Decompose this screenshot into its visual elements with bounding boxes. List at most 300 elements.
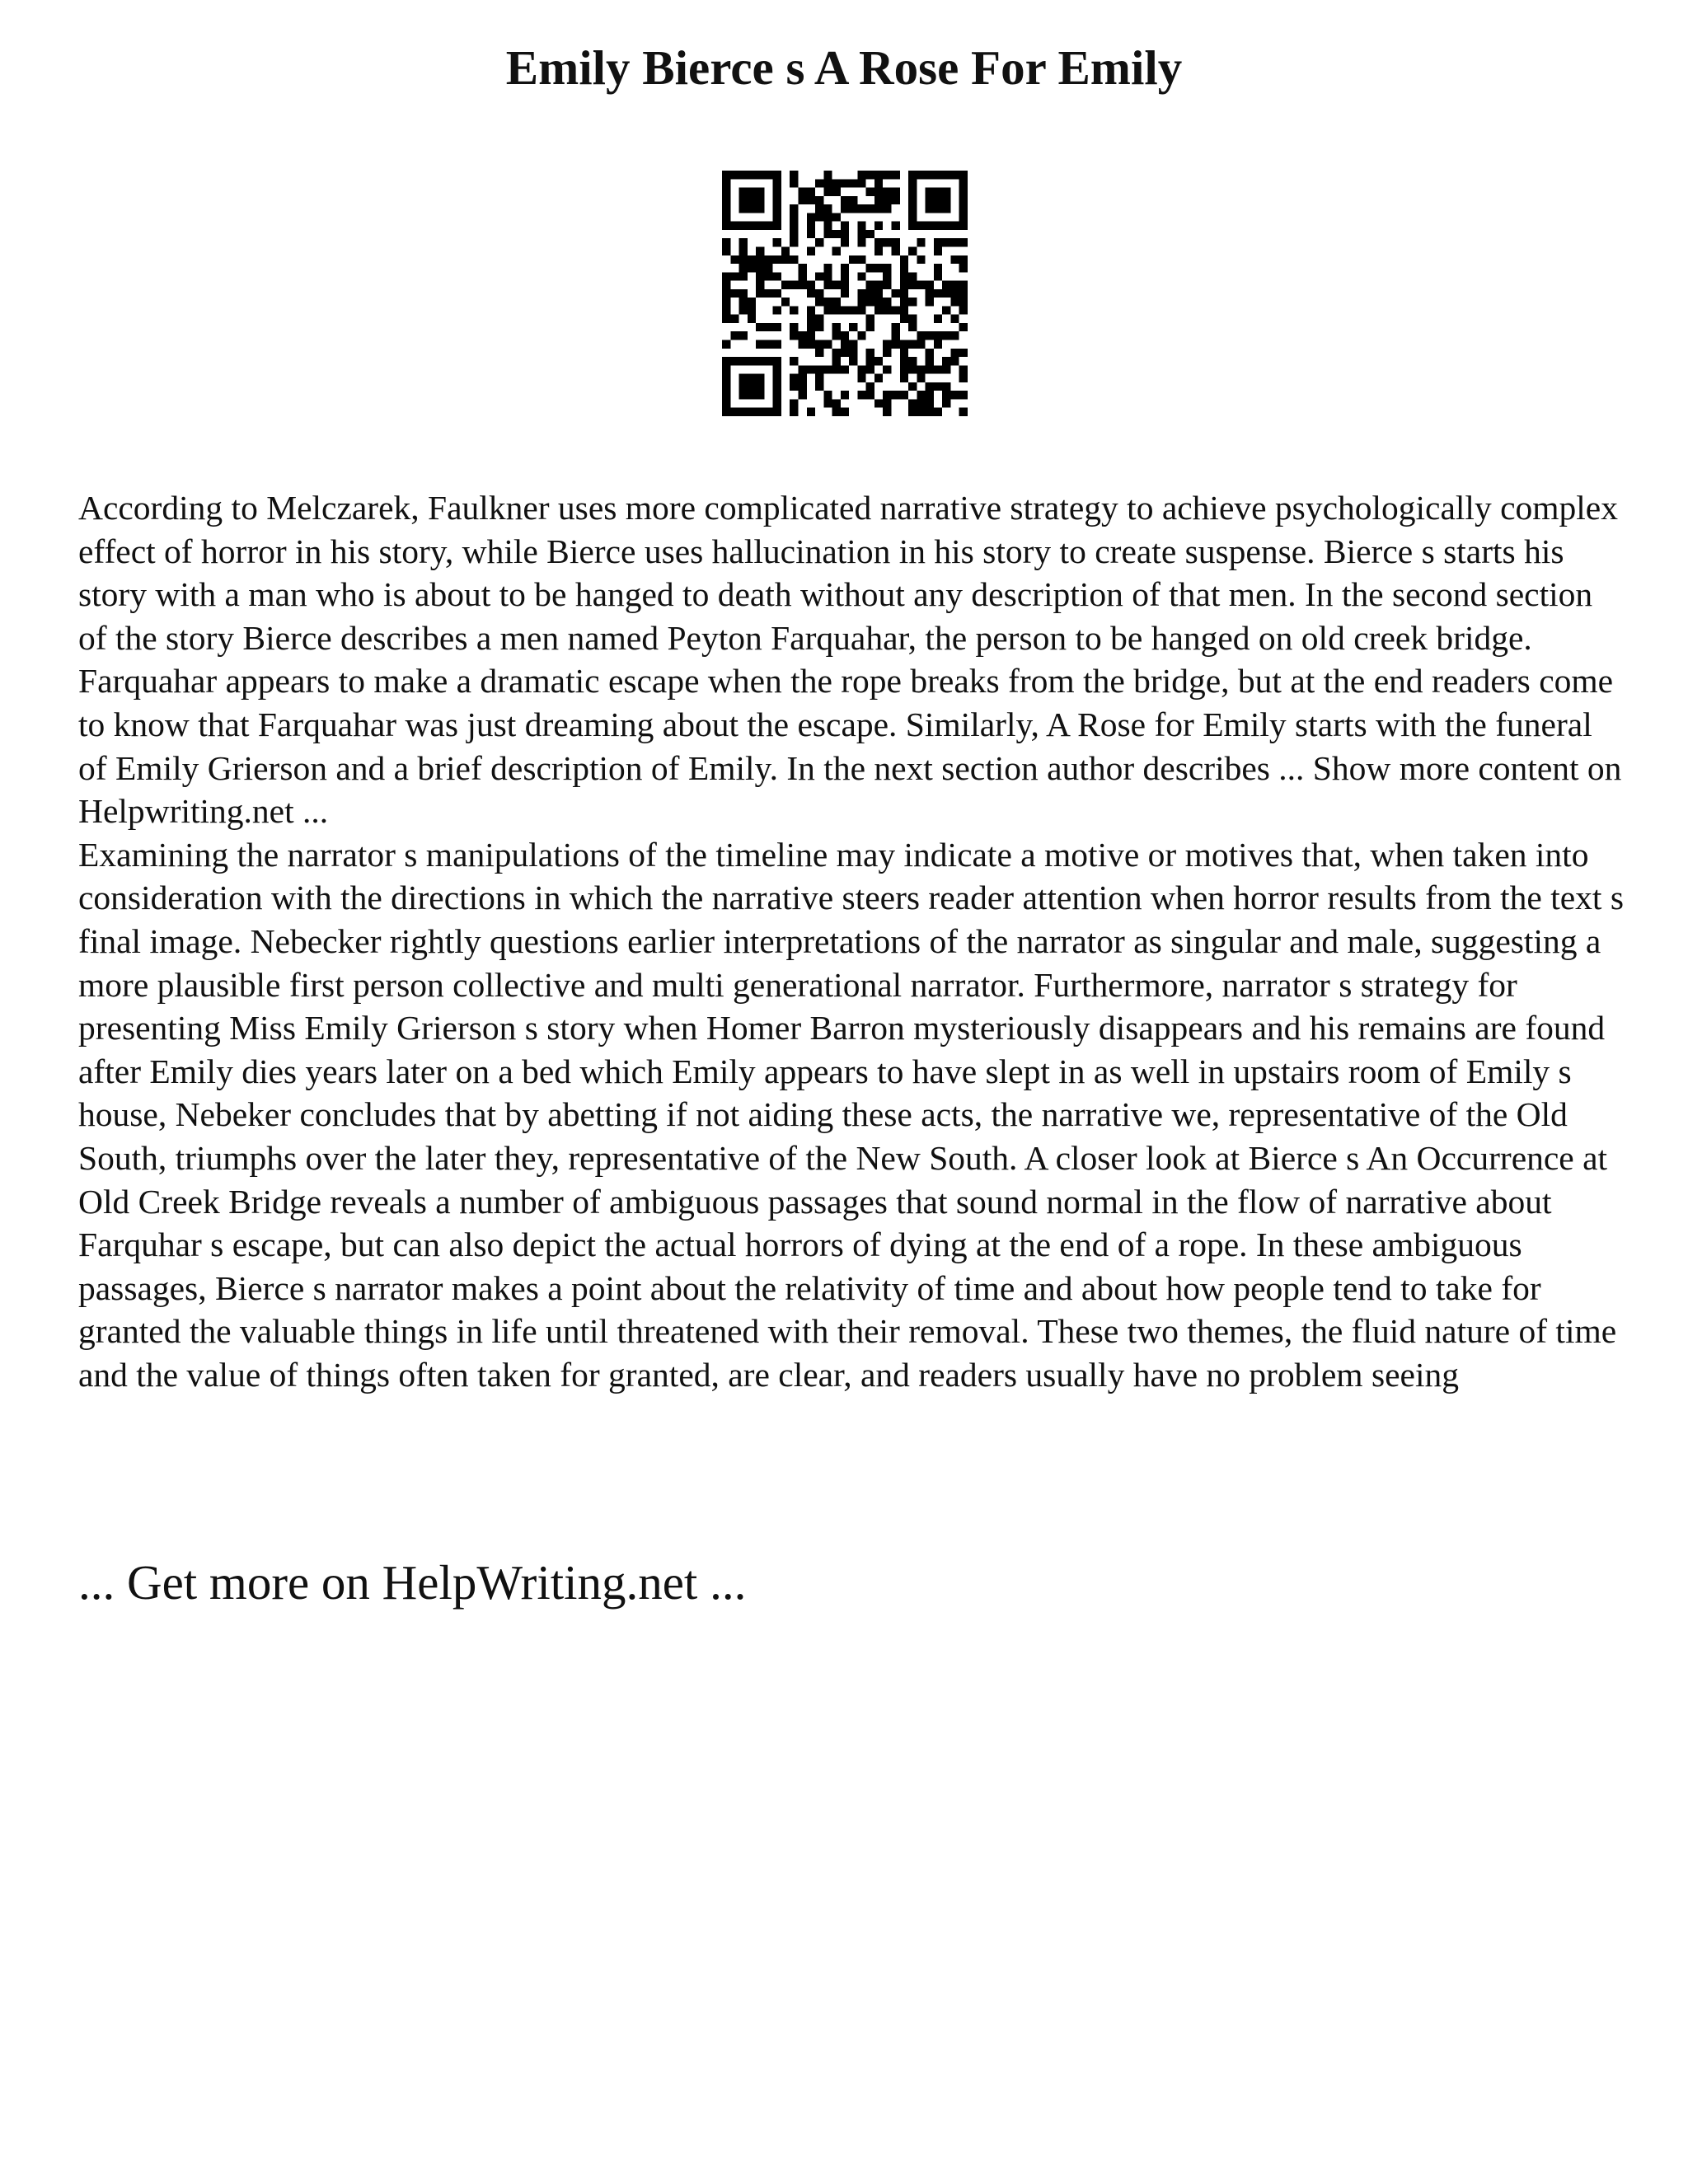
qr-module [790, 382, 798, 391]
qr-module [722, 222, 730, 230]
qr-module [823, 213, 832, 221]
qr-module [739, 188, 748, 196]
qr-module [841, 365, 849, 373]
qr-module [756, 255, 764, 264]
qr-module [730, 272, 738, 280]
qr-module [942, 306, 950, 314]
qr-module [959, 365, 968, 373]
qr-module [798, 340, 806, 349]
qr-module [950, 357, 959, 365]
qr-module [892, 331, 900, 340]
qr-module [866, 357, 874, 365]
qr-module [950, 298, 959, 306]
qr-module [908, 399, 917, 407]
qr-module [748, 196, 756, 204]
qr-module [815, 196, 823, 204]
qr-module [926, 399, 934, 407]
qr-module [748, 306, 756, 314]
qr-code-icon [722, 171, 968, 416]
qr-module [739, 264, 748, 272]
qr-module [739, 331, 748, 340]
qr-module [866, 315, 874, 323]
qr-module [756, 204, 764, 213]
qr-module [739, 374, 748, 382]
qr-module [748, 264, 756, 272]
qr-module [934, 365, 942, 373]
qr-module [730, 315, 738, 323]
qr-module [773, 222, 781, 230]
qr-module [874, 246, 883, 255]
qr-module [841, 179, 849, 187]
qr-module [926, 365, 934, 373]
qr-module [849, 255, 857, 264]
qr-module [849, 204, 857, 213]
qr-module [756, 357, 764, 365]
qr-module [857, 255, 865, 264]
qr-module [874, 264, 883, 272]
qr-module [959, 289, 968, 298]
qr-module [841, 272, 849, 280]
qr-module [832, 213, 841, 221]
qr-module [942, 357, 950, 365]
qr-module [739, 382, 748, 391]
qr-module [942, 331, 950, 340]
qr-module [917, 255, 925, 264]
qr-module [722, 272, 730, 280]
qr-module [773, 408, 781, 416]
qr-module [722, 399, 730, 407]
qr-module [908, 171, 917, 179]
qr-module [823, 188, 832, 196]
qr-module [748, 391, 756, 399]
qr-module [815, 382, 823, 391]
qr-module [739, 272, 748, 280]
qr-module [892, 340, 900, 349]
qr-module [908, 340, 917, 349]
qr-module [823, 272, 832, 280]
qr-module [857, 298, 865, 306]
qr-module [790, 255, 798, 264]
qr-module [739, 238, 748, 246]
qr-module [942, 289, 950, 298]
qr-module [756, 281, 764, 289]
qr-module [756, 264, 764, 272]
qr-module [722, 357, 730, 365]
qr-module [722, 246, 730, 255]
qr-module [807, 315, 815, 323]
qr-module [832, 399, 841, 407]
qr-module [739, 222, 748, 230]
qr-module [790, 323, 798, 331]
qr-module [823, 281, 832, 289]
qr-module [883, 272, 891, 280]
qr-module [900, 374, 908, 382]
qr-module [908, 382, 917, 391]
qr-module [841, 306, 849, 314]
qr-module [934, 264, 942, 272]
qr-module [756, 188, 764, 196]
qr-module [942, 222, 950, 230]
qr-module [900, 255, 908, 264]
qr-module [874, 399, 883, 407]
qr-module [950, 391, 959, 399]
qr-module [739, 255, 748, 264]
qr-module [959, 391, 968, 399]
qr-module [900, 391, 908, 399]
qr-module [790, 238, 798, 246]
qr-module [798, 331, 806, 340]
qr-module [748, 357, 756, 365]
qr-module [857, 204, 865, 213]
qr-module [807, 306, 815, 314]
qr-module [832, 365, 841, 373]
qr-module [934, 196, 942, 204]
qr-module [773, 196, 781, 204]
qr-module [841, 349, 849, 357]
get-more-link[interactable]: ... Get more on HelpWriting.net ... [78, 1555, 747, 1610]
qr-module [900, 289, 908, 298]
qr-module [849, 196, 857, 204]
qr-module [942, 399, 950, 407]
qr-module [883, 399, 891, 407]
qr-module [959, 179, 968, 187]
qr-module [866, 171, 874, 179]
qr-module [959, 374, 968, 382]
qr-module [849, 323, 857, 331]
qr-module [866, 382, 874, 391]
qr-module [917, 399, 925, 407]
qr-module [841, 222, 849, 230]
qr-module [790, 399, 798, 407]
qr-module [908, 222, 917, 230]
qr-module [739, 289, 748, 298]
qr-module [764, 264, 772, 272]
qr-module [748, 204, 756, 213]
qr-module [773, 357, 781, 365]
qr-module [950, 222, 959, 230]
qr-module [730, 331, 738, 340]
qr-module [917, 374, 925, 382]
qr-module [841, 289, 849, 298]
qr-module [926, 408, 934, 416]
qr-module [815, 213, 823, 221]
qr-module [917, 331, 925, 340]
qr-module [926, 204, 934, 213]
qr-module [773, 365, 781, 373]
qr-module [722, 408, 730, 416]
qr-module [892, 391, 900, 399]
qr-module [764, 171, 772, 179]
qr-module [917, 391, 925, 399]
qr-module [832, 408, 841, 416]
qr-module [950, 255, 959, 264]
qr-module [807, 408, 815, 416]
qr-module [748, 382, 756, 391]
qr-module [866, 349, 874, 357]
qr-module [908, 315, 917, 323]
qr-module [900, 298, 908, 306]
qr-module [857, 391, 865, 399]
qr-module [823, 179, 832, 187]
qr-module [926, 222, 934, 230]
qr-module [722, 365, 730, 373]
qr-module [857, 179, 865, 187]
qr-module [841, 196, 849, 204]
qr-module [959, 222, 968, 230]
qr-module [866, 264, 874, 272]
qr-module [883, 349, 891, 357]
qr-module [832, 230, 841, 238]
qr-module [781, 298, 790, 306]
qr-module [790, 357, 798, 365]
qr-module [857, 272, 865, 280]
qr-module [764, 272, 772, 280]
qr-module [832, 281, 841, 289]
qr-module [934, 315, 942, 323]
qr-module [934, 382, 942, 391]
qr-module [892, 222, 900, 230]
qr-module [722, 298, 730, 306]
qr-module [857, 230, 865, 238]
qr-module [823, 264, 832, 272]
qr-module [781, 255, 790, 264]
qr-module [722, 281, 730, 289]
qr-module [832, 357, 841, 365]
qr-module [857, 306, 865, 314]
qr-module [739, 171, 748, 179]
qr-module [748, 222, 756, 230]
qr-module [841, 281, 849, 289]
qr-module [807, 230, 815, 238]
qr-module [908, 204, 917, 213]
qr-module [942, 204, 950, 213]
qr-module [748, 374, 756, 382]
qr-module [874, 298, 883, 306]
qr-module [764, 255, 772, 264]
qr-module [926, 289, 934, 298]
qr-module [748, 298, 756, 306]
qr-module [883, 238, 891, 246]
qr-module [722, 306, 730, 314]
qr-module [917, 408, 925, 416]
qr-module [959, 281, 968, 289]
qr-module [773, 374, 781, 382]
qr-module [883, 171, 891, 179]
qr-module [942, 188, 950, 196]
qr-module [950, 349, 959, 357]
qr-module [883, 264, 891, 272]
qr-module [874, 281, 883, 289]
qr-module [883, 306, 891, 314]
qr-module [790, 331, 798, 340]
qr-module [883, 204, 891, 213]
qr-module [841, 204, 849, 213]
qr-module [900, 264, 908, 272]
qr-module [739, 204, 748, 213]
qr-module [959, 188, 968, 196]
qr-module [722, 171, 730, 179]
qr-module [900, 281, 908, 289]
qr-module [959, 204, 968, 213]
qr-module [790, 374, 798, 382]
qr-module [883, 365, 891, 373]
qr-module [807, 340, 815, 349]
qr-module [773, 179, 781, 187]
qr-module [790, 408, 798, 416]
qr-module [866, 281, 874, 289]
qr-module [773, 255, 781, 264]
qr-module [866, 365, 874, 373]
qr-module [934, 204, 942, 213]
qr-module [908, 323, 917, 331]
qr-module [764, 340, 772, 349]
qr-module [807, 246, 815, 255]
qr-module [934, 272, 942, 280]
qr-module [739, 391, 748, 399]
qr-module [849, 349, 857, 357]
qr-module [874, 222, 883, 230]
qr-module [756, 323, 764, 331]
qr-module [730, 408, 738, 416]
qr-module [730, 289, 738, 298]
qr-module [832, 246, 841, 255]
qr-module [874, 204, 883, 213]
qr-module [756, 382, 764, 391]
qr-module [900, 340, 908, 349]
qr-module [756, 340, 764, 349]
qr-module [866, 391, 874, 399]
qr-module [722, 196, 730, 204]
qr-module [942, 382, 950, 391]
qr-module [874, 289, 883, 298]
qr-module [790, 230, 798, 238]
qr-module [883, 340, 891, 349]
qr-module [950, 331, 959, 340]
qr-module [807, 281, 815, 289]
qr-module [892, 171, 900, 179]
qr-module [926, 382, 934, 391]
qr-module [959, 213, 968, 221]
qr-module [883, 188, 891, 196]
qr-module [900, 349, 908, 357]
qr-module [730, 222, 738, 230]
qr-module [807, 323, 815, 331]
qr-module [764, 323, 772, 331]
qr-module [807, 213, 815, 221]
qr-module [739, 246, 748, 255]
qr-module [934, 289, 942, 298]
qr-module [807, 188, 815, 196]
qr-module [815, 298, 823, 306]
qr-module [832, 349, 841, 357]
qr-module [934, 246, 942, 255]
qr-module [823, 298, 832, 306]
qr-module [934, 408, 942, 416]
qr-module [807, 222, 815, 230]
qr-module [807, 196, 815, 204]
qr-module [959, 349, 968, 357]
qr-module [798, 272, 806, 280]
qr-module [908, 188, 917, 196]
qr-module [739, 196, 748, 204]
qr-module [739, 408, 748, 416]
qr-module [815, 323, 823, 331]
qr-module [823, 399, 832, 407]
qr-module [773, 188, 781, 196]
qr-module [959, 264, 968, 272]
qr-module [866, 298, 874, 306]
qr-module [900, 357, 908, 365]
qr-module [849, 340, 857, 349]
qr-module [926, 281, 934, 289]
qr-module [790, 171, 798, 179]
qr-module [950, 238, 959, 246]
qr-module [781, 281, 790, 289]
qr-module [730, 357, 738, 365]
qr-module [756, 171, 764, 179]
qr-module [815, 272, 823, 280]
qr-module [764, 408, 772, 416]
qr-module [917, 281, 925, 289]
qr-module [798, 382, 806, 391]
qr-module [748, 171, 756, 179]
qr-module [773, 204, 781, 213]
qr-module [926, 188, 934, 196]
qr-module [722, 340, 730, 349]
qr-module [942, 238, 950, 246]
qr-module [832, 179, 841, 187]
qr-module [823, 204, 832, 213]
qr-module [790, 213, 798, 221]
qr-module [959, 323, 968, 331]
qr-module [841, 230, 849, 238]
qr-module [874, 171, 883, 179]
qr-module [739, 357, 748, 365]
qr-module [959, 238, 968, 246]
qr-module [908, 272, 917, 280]
qr-module [857, 222, 865, 230]
qr-module [926, 196, 934, 204]
qr-module [841, 238, 849, 246]
qr-module [917, 340, 925, 349]
qr-module [815, 340, 823, 349]
qr-module [756, 391, 764, 399]
qr-module [739, 306, 748, 314]
qr-module [866, 230, 874, 238]
qr-module [798, 196, 806, 204]
qr-module [866, 323, 874, 331]
qr-module [926, 391, 934, 399]
qr-module [959, 171, 968, 179]
qr-module [866, 289, 874, 298]
qr-module [773, 340, 781, 349]
qr-module [874, 188, 883, 196]
qr-module [790, 204, 798, 213]
qr-module [722, 238, 730, 246]
qr-module [764, 222, 772, 230]
qr-module [773, 272, 781, 280]
qr-module [892, 323, 900, 331]
qr-module [764, 357, 772, 365]
qr-module [950, 281, 959, 289]
qr-module [926, 357, 934, 365]
qr-module [773, 213, 781, 221]
qr-module [790, 306, 798, 314]
qr-module [908, 298, 917, 306]
qr-module [917, 222, 925, 230]
qr-module [798, 281, 806, 289]
qr-module [815, 365, 823, 373]
